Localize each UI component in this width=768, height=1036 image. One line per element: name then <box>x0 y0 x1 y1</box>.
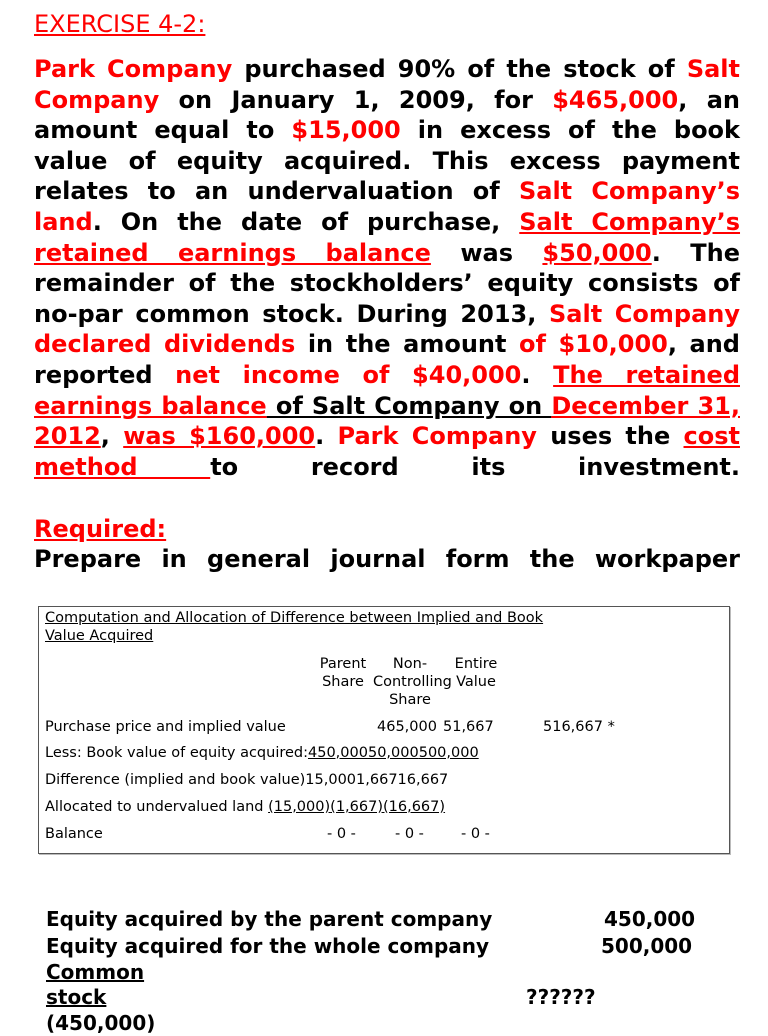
paragraph-text: , <box>100 422 124 451</box>
paragraph-text: was <box>430 238 543 267</box>
summary-label: Common <box>46 960 145 984</box>
net-income: net income of $40,000 <box>175 360 522 389</box>
paragraph-text: . <box>315 422 338 451</box>
summary-value: 450,000 <box>604 907 696 931</box>
summary-value: ?????? <box>526 985 596 1009</box>
column-header-text: Non- <box>392 656 428 672</box>
paragraph-text: . The remainder of the stockholders’ equity consists of no-par common stock. During 2013, <box>34 238 740 328</box>
table-row-label: Purchase price and implied value <box>45 719 286 735</box>
dividends-declared: Salt Company declared dividends <box>34 299 741 359</box>
table-cell-nci: 1,667 <box>356 772 398 788</box>
required-label: Required: <box>34 515 167 543</box>
paragraph-text: of Salt Company on <box>266 391 552 420</box>
table-cell-parent: 465,000 <box>377 719 437 735</box>
allocation-table <box>38 606 730 854</box>
column-header-text: Share <box>322 674 364 690</box>
summary-label: Equity acquired for the whole company <box>46 934 490 958</box>
table-cell-nci: 51,667 <box>443 719 494 735</box>
table-row-label: Balance <box>45 826 103 842</box>
table-heading-line: Computation and Allocation of Difference between Implied and Book <box>45 610 544 626</box>
table-cell-nci: 50,000 <box>367 745 419 761</box>
table-row-label: Allocated to undervalued land <box>45 799 264 815</box>
purchase-price: $465,000 <box>552 85 679 114</box>
retained-earnings-label: Salt Company’s retained earnings balance <box>34 207 741 267</box>
table-row-label: Difference (implied and book value) <box>45 772 306 788</box>
column-header-text: Controlling <box>373 674 452 690</box>
table-cell-nci: - 0 - <box>395 826 424 842</box>
table-cell-entire: 500,000 <box>418 745 479 761</box>
table-cell-parent: (15,000) <box>268 799 331 815</box>
paragraph-text: in the amount <box>295 330 520 359</box>
table-cell-parent: - 0 - <box>327 826 356 842</box>
table-row <box>45 798 445 816</box>
summary-value: 500,000 <box>601 934 693 958</box>
paragraph-text: purchased 90% of the stock of <box>232 55 687 83</box>
paragraph-text: . On the date of purchase, <box>92 207 520 236</box>
table-cell-entire: (16,667) <box>382 799 446 815</box>
paragraph-text: to record its investment. <box>210 452 740 481</box>
instruction-text: Prepare in general journal form the workpaper <box>34 545 740 573</box>
retained-earnings-value: $50,000 <box>542 238 652 267</box>
table-cell-nci: (1,667) <box>330 799 383 815</box>
subsidiary-company-name: Salt Company <box>34 55 740 114</box>
table-cell-entire: 516,667 * <box>543 719 615 735</box>
summary-label: (450,000) <box>46 1011 156 1035</box>
paragraph-text: . <box>521 360 554 389</box>
table-cell-entire: 16,667 <box>397 772 449 788</box>
paragraph-text: in excess of the book value of equity acquired. This excess payment relates to an undervaluation of <box>34 116 741 206</box>
column-header-parent <box>311 655 375 691</box>
column-header-nci <box>373 655 452 709</box>
undervalued-land: Salt Company’s land <box>34 177 740 236</box>
retained-earnings-2012: was $160,000 <box>123 422 316 451</box>
column-header-text: Share <box>389 692 431 708</box>
column-header-text: Parent <box>319 656 367 672</box>
dividend-amount: of $10,000 <box>519 330 668 359</box>
column-header-text: Entire <box>454 656 498 672</box>
table-heading-line: Value Acquired <box>45 628 154 644</box>
table-heading <box>45 609 543 645</box>
parent-company-name: Park Company <box>34 55 233 83</box>
problem-paragraph <box>34 54 740 482</box>
table-cell-parent: 15,000 <box>305 772 357 788</box>
summary-label: Equity acquired by the parent company <box>46 907 493 931</box>
parent-company-name: Park Company <box>337 422 537 451</box>
column-header-text: Value <box>456 674 496 690</box>
paragraph-text: uses the <box>536 422 684 451</box>
paragraph-text: on January 1, 2009, for <box>159 85 553 114</box>
exercise-title: EXERCISE 4-2: <box>34 10 206 38</box>
excess-amount: $15,000 <box>291 116 401 145</box>
balance-date: December 31, 2012 <box>34 391 740 451</box>
table-cell-parent: 450,000 <box>308 745 368 761</box>
paragraph-text: , and reported <box>34 330 740 389</box>
table-row-label: Less: Book value of equity acquired: <box>45 745 308 761</box>
table-cell-entire: - 0 - <box>461 826 490 842</box>
paragraph-text: , an amount equal to <box>34 85 740 145</box>
column-header-entire <box>443 655 509 691</box>
retained-earnings-balance: The retained earnings balance <box>34 360 740 420</box>
table-row <box>45 771 448 789</box>
accounting-method: cost method <box>34 422 740 481</box>
table-row <box>45 744 479 762</box>
summary-label: stock <box>46 985 107 1009</box>
